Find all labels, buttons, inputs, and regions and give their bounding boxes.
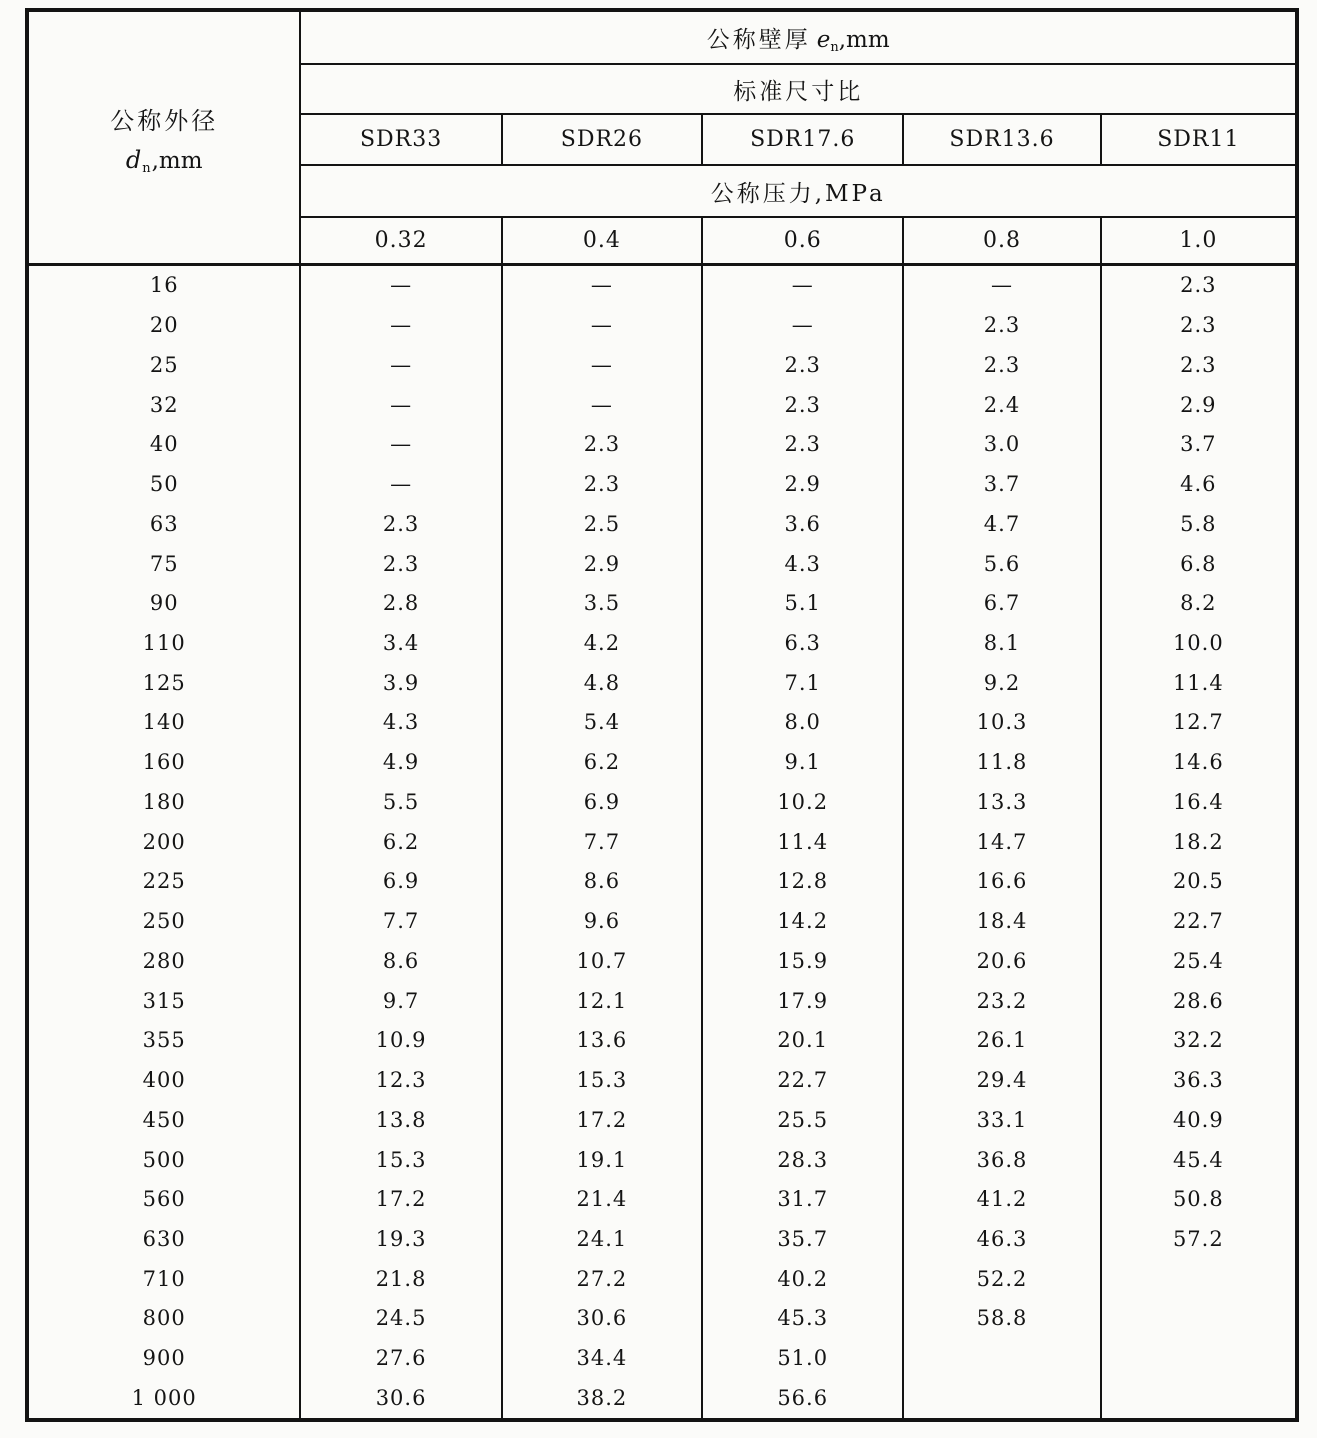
value-cell: 13.6 [502, 1020, 702, 1060]
table-row [27, 1338, 1297, 1378]
value-cell: 31.7 [702, 1179, 903, 1219]
dn-cell: 710 [27, 1259, 300, 1299]
value-cell: 52.2 [903, 1259, 1100, 1299]
table-row [27, 1140, 1297, 1180]
dn-cell: 1 000 [27, 1378, 300, 1420]
value-cell: 20.6 [903, 941, 1100, 981]
value-cell: 40.2 [702, 1259, 903, 1299]
value-cell: 6.8 [1101, 544, 1297, 584]
dn-cell: 40 [27, 424, 300, 464]
outer-diameter-header [27, 10, 300, 264]
value-cell: 3.7 [903, 464, 1100, 504]
value-cell [1101, 1259, 1297, 1299]
value-cell: 13.8 [300, 1100, 501, 1140]
value-cell: 24.1 [502, 1219, 702, 1259]
dn-cell: 160 [27, 742, 300, 782]
value-cell: 2.5 [502, 504, 702, 544]
value-cell: 21.4 [502, 1179, 702, 1219]
table-row [27, 822, 1297, 862]
value-cell: 3.4 [300, 623, 501, 663]
dn-cell: 400 [27, 1060, 300, 1100]
pressure-value-cell: 0.4 [502, 217, 702, 264]
value-cell: 13.3 [903, 782, 1100, 822]
value-cell: 2.3 [702, 345, 903, 385]
value-cell: 6.2 [502, 742, 702, 782]
value-cell: 17.2 [300, 1179, 501, 1219]
value-cell: 9.2 [903, 663, 1100, 703]
table-row [27, 1378, 1297, 1420]
table-row [27, 703, 1297, 743]
table-row [27, 385, 1297, 425]
value-cell: — [300, 345, 501, 385]
value-cell: 8.0 [702, 703, 903, 743]
value-cell: 17.9 [702, 981, 903, 1021]
value-cell: 10.7 [502, 941, 702, 981]
dn-cell: 63 [27, 504, 300, 544]
table-row [27, 1299, 1297, 1339]
table-row [27, 504, 1297, 544]
value-cell: 28.6 [1101, 981, 1297, 1021]
outer-diameter-label: 公称外径 [110, 106, 219, 135]
value-cell: 45.4 [1101, 1140, 1297, 1180]
pressure-value-cell: 1.0 [1101, 217, 1297, 264]
value-cell: 8.6 [502, 862, 702, 902]
dn-cell: 450 [27, 1100, 300, 1140]
dn-cell: 16 [27, 264, 300, 305]
value-cell: 6.9 [300, 862, 501, 902]
value-cell: 4.3 [702, 544, 903, 584]
dn-cell: 110 [27, 623, 300, 663]
value-cell: 6.9 [502, 782, 702, 822]
value-cell: 7.1 [702, 663, 903, 703]
value-cell: 4.6 [1101, 464, 1297, 504]
table-body [27, 264, 1297, 1420]
value-cell: 28.3 [702, 1140, 903, 1180]
value-cell: — [300, 305, 501, 345]
value-cell: 16.4 [1101, 782, 1297, 822]
sdr-column-header-sdr26: SDR26 [502, 114, 702, 165]
value-cell: 22.7 [1101, 901, 1297, 941]
table-row [27, 1259, 1297, 1299]
dn-cell: 355 [27, 1020, 300, 1060]
value-cell: 7.7 [300, 901, 501, 941]
value-cell: 18.4 [903, 901, 1100, 941]
value-cell: 24.5 [300, 1299, 501, 1339]
value-cell: 10.2 [702, 782, 903, 822]
sdr-column-header-sdr33: SDR33 [300, 114, 501, 165]
dn-cell: 630 [27, 1219, 300, 1259]
value-cell: 4.3 [300, 703, 501, 743]
dn-cell: 315 [27, 981, 300, 1021]
value-cell [1101, 1338, 1297, 1378]
value-cell: 30.6 [300, 1378, 501, 1420]
value-cell: 41.2 [903, 1179, 1100, 1219]
value-cell: 57.2 [1101, 1219, 1297, 1259]
dn-cell: 200 [27, 822, 300, 862]
value-cell: 11.4 [702, 822, 903, 862]
value-cell: 8.6 [300, 941, 501, 981]
value-cell: 27.2 [502, 1259, 702, 1299]
table-row [27, 1100, 1297, 1140]
value-cell: 56.6 [702, 1378, 903, 1420]
value-cell: 51.0 [702, 1338, 903, 1378]
value-cell: 3.9 [300, 663, 501, 703]
value-cell: 3.7 [1101, 424, 1297, 464]
table-row [27, 583, 1297, 623]
value-cell: — [502, 385, 702, 425]
table-row [27, 742, 1297, 782]
value-cell: 14.6 [1101, 742, 1297, 782]
value-cell: 18.2 [1101, 822, 1297, 862]
table-row [27, 345, 1297, 385]
value-cell: 14.2 [702, 901, 903, 941]
value-cell: — [300, 264, 501, 305]
value-cell: 36.3 [1101, 1060, 1297, 1100]
value-cell: 14.7 [903, 822, 1100, 862]
dn-subscript: n [142, 160, 152, 176]
en-symbol: e [816, 27, 831, 53]
value-cell: 12.3 [300, 1060, 501, 1100]
value-cell: 5.4 [502, 703, 702, 743]
value-cell: 27.6 [300, 1338, 501, 1378]
value-cell: 46.3 [903, 1219, 1100, 1259]
pressure-value-cell: 0.32 [300, 217, 501, 264]
pipe-wall-thickness-table [25, 8, 1299, 1422]
value-cell: 15.3 [502, 1060, 702, 1100]
table-row [27, 264, 1297, 305]
table-row [27, 1020, 1297, 1060]
value-cell: 11.8 [903, 742, 1100, 782]
value-cell [903, 1338, 1100, 1378]
dn-cell: 140 [27, 703, 300, 743]
value-cell: — [502, 345, 702, 385]
dn-cell: 25 [27, 345, 300, 385]
value-cell: 38.2 [502, 1378, 702, 1420]
dn-cell: 500 [27, 1140, 300, 1180]
value-cell: 5.6 [903, 544, 1100, 584]
value-cell: 9.1 [702, 742, 903, 782]
value-cell: 25.4 [1101, 941, 1297, 981]
value-cell [903, 1378, 1100, 1420]
value-cell: 2.9 [1101, 385, 1297, 425]
dn-cell: 180 [27, 782, 300, 822]
value-cell: 4.7 [903, 504, 1100, 544]
value-cell: 6.2 [300, 822, 501, 862]
en-subscript: n [830, 40, 839, 55]
value-cell: 3.6 [702, 504, 903, 544]
value-cell: 8.2 [1101, 583, 1297, 623]
en-unit: ,mm [838, 27, 890, 53]
dn-cell: 90 [27, 583, 300, 623]
value-cell: 2.9 [702, 464, 903, 504]
dn-cell: 560 [27, 1179, 300, 1219]
value-cell: 25.5 [702, 1100, 903, 1140]
value-cell: 16.6 [903, 862, 1100, 902]
wall-thickness-header [300, 10, 1297, 64]
wall-thickness-label: 公称壁厚 [706, 27, 811, 53]
value-cell: 15.3 [300, 1140, 501, 1180]
table-row [27, 862, 1297, 902]
value-cell: 29.4 [903, 1060, 1100, 1100]
value-cell: 9.6 [502, 901, 702, 941]
value-cell: 5.8 [1101, 504, 1297, 544]
table-row [27, 424, 1297, 464]
value-cell: — [502, 264, 702, 305]
dn-cell: 800 [27, 1299, 300, 1339]
table-row [27, 1219, 1297, 1259]
value-cell: — [300, 464, 501, 504]
value-cell: 2.4 [903, 385, 1100, 425]
value-cell: 34.4 [502, 1338, 702, 1378]
dn-cell: 50 [27, 464, 300, 504]
value-cell: 32.2 [1101, 1020, 1297, 1060]
value-cell: 20.1 [702, 1020, 903, 1060]
value-cell: 19.3 [300, 1219, 501, 1259]
table-row [27, 1179, 1297, 1219]
value-cell: 17.2 [502, 1100, 702, 1140]
value-cell [1101, 1299, 1297, 1339]
value-cell: — [300, 385, 501, 425]
dn-cell: 900 [27, 1338, 300, 1378]
table-row [27, 464, 1297, 504]
value-cell: 10.3 [903, 703, 1100, 743]
value-cell: 9.7 [300, 981, 501, 1021]
sdr-column-header-sdr17-6: SDR17.6 [702, 114, 903, 165]
value-cell: 11.4 [1101, 663, 1297, 703]
value-cell: 5.5 [300, 782, 501, 822]
value-cell: 4.9 [300, 742, 501, 782]
value-cell: 2.3 [1101, 264, 1297, 305]
pressure-header: 公称压力,MPa [300, 165, 1297, 217]
dn-symbol: d [125, 145, 143, 174]
value-cell: 58.8 [903, 1299, 1100, 1339]
dn-cell: 20 [27, 305, 300, 345]
value-cell: 50.8 [1101, 1179, 1297, 1219]
sdr-ratio-header: 标准尺寸比 [300, 64, 1297, 114]
dn-cell: 32 [27, 385, 300, 425]
table-row [27, 1060, 1297, 1100]
value-cell: — [502, 305, 702, 345]
pressure-value-cell: 0.8 [903, 217, 1100, 264]
value-cell: 2.9 [502, 544, 702, 584]
table-row [27, 305, 1297, 345]
value-cell: — [903, 264, 1100, 305]
value-cell: — [702, 264, 903, 305]
value-cell: 4.2 [502, 623, 702, 663]
pressure-value-cell: 0.6 [702, 217, 903, 264]
dn-cell: 75 [27, 544, 300, 584]
value-cell: 15.9 [702, 941, 903, 981]
value-cell: 20.5 [1101, 862, 1297, 902]
value-cell: 8.1 [903, 623, 1100, 663]
value-cell: 2.3 [1101, 345, 1297, 385]
sdr-column-header-sdr11: SDR11 [1101, 114, 1297, 165]
value-cell: 2.3 [300, 504, 501, 544]
value-cell: 4.8 [502, 663, 702, 703]
scanned-table-sheet [25, 8, 1299, 1422]
table-row [27, 901, 1297, 941]
table-row [27, 941, 1297, 981]
outer-diameter-symbol [29, 146, 299, 174]
value-cell: 12.7 [1101, 703, 1297, 743]
value-cell: 2.3 [502, 464, 702, 504]
value-cell: 2.3 [903, 305, 1100, 345]
value-cell: 10.0 [1101, 623, 1297, 663]
value-cell: 2.3 [1101, 305, 1297, 345]
value-cell: 22.7 [702, 1060, 903, 1100]
value-cell: 23.2 [903, 981, 1100, 1021]
dn-cell: 250 [27, 901, 300, 941]
value-cell: 2.3 [502, 424, 702, 464]
value-cell: 33.1 [903, 1100, 1100, 1140]
value-cell: 40.9 [1101, 1100, 1297, 1140]
value-cell: 6.3 [702, 623, 903, 663]
value-cell: — [702, 305, 903, 345]
value-cell: 21.8 [300, 1259, 501, 1299]
value-cell: 12.1 [502, 981, 702, 1021]
dn-cell: 225 [27, 862, 300, 902]
value-cell: 30.6 [502, 1299, 702, 1339]
table-row [27, 544, 1297, 584]
value-cell: 3.5 [502, 583, 702, 623]
dn-cell: 125 [27, 663, 300, 703]
dn-unit: ,mm [151, 147, 203, 174]
value-cell: 19.1 [502, 1140, 702, 1180]
table-row [27, 981, 1297, 1021]
value-cell: 35.7 [702, 1219, 903, 1259]
table-row [27, 663, 1297, 703]
value-cell [1101, 1378, 1297, 1420]
value-cell: 2.3 [702, 385, 903, 425]
value-cell: 26.1 [903, 1020, 1100, 1060]
sdr-column-header-sdr13-6: SDR13.6 [903, 114, 1100, 165]
value-cell: 3.0 [903, 424, 1100, 464]
value-cell: 36.8 [903, 1140, 1100, 1180]
value-cell: 2.3 [300, 544, 501, 584]
value-cell: 5.1 [702, 583, 903, 623]
value-cell: 45.3 [702, 1299, 903, 1339]
dn-cell: 280 [27, 941, 300, 981]
value-cell: 7.7 [502, 822, 702, 862]
value-cell: 2.3 [903, 345, 1100, 385]
value-cell: 2.8 [300, 583, 501, 623]
value-cell: 10.9 [300, 1020, 501, 1060]
table-row [27, 782, 1297, 822]
table-row [27, 623, 1297, 663]
value-cell: — [300, 424, 501, 464]
value-cell: 6.7 [903, 583, 1100, 623]
value-cell: 12.8 [702, 862, 903, 902]
value-cell: 2.3 [702, 424, 903, 464]
